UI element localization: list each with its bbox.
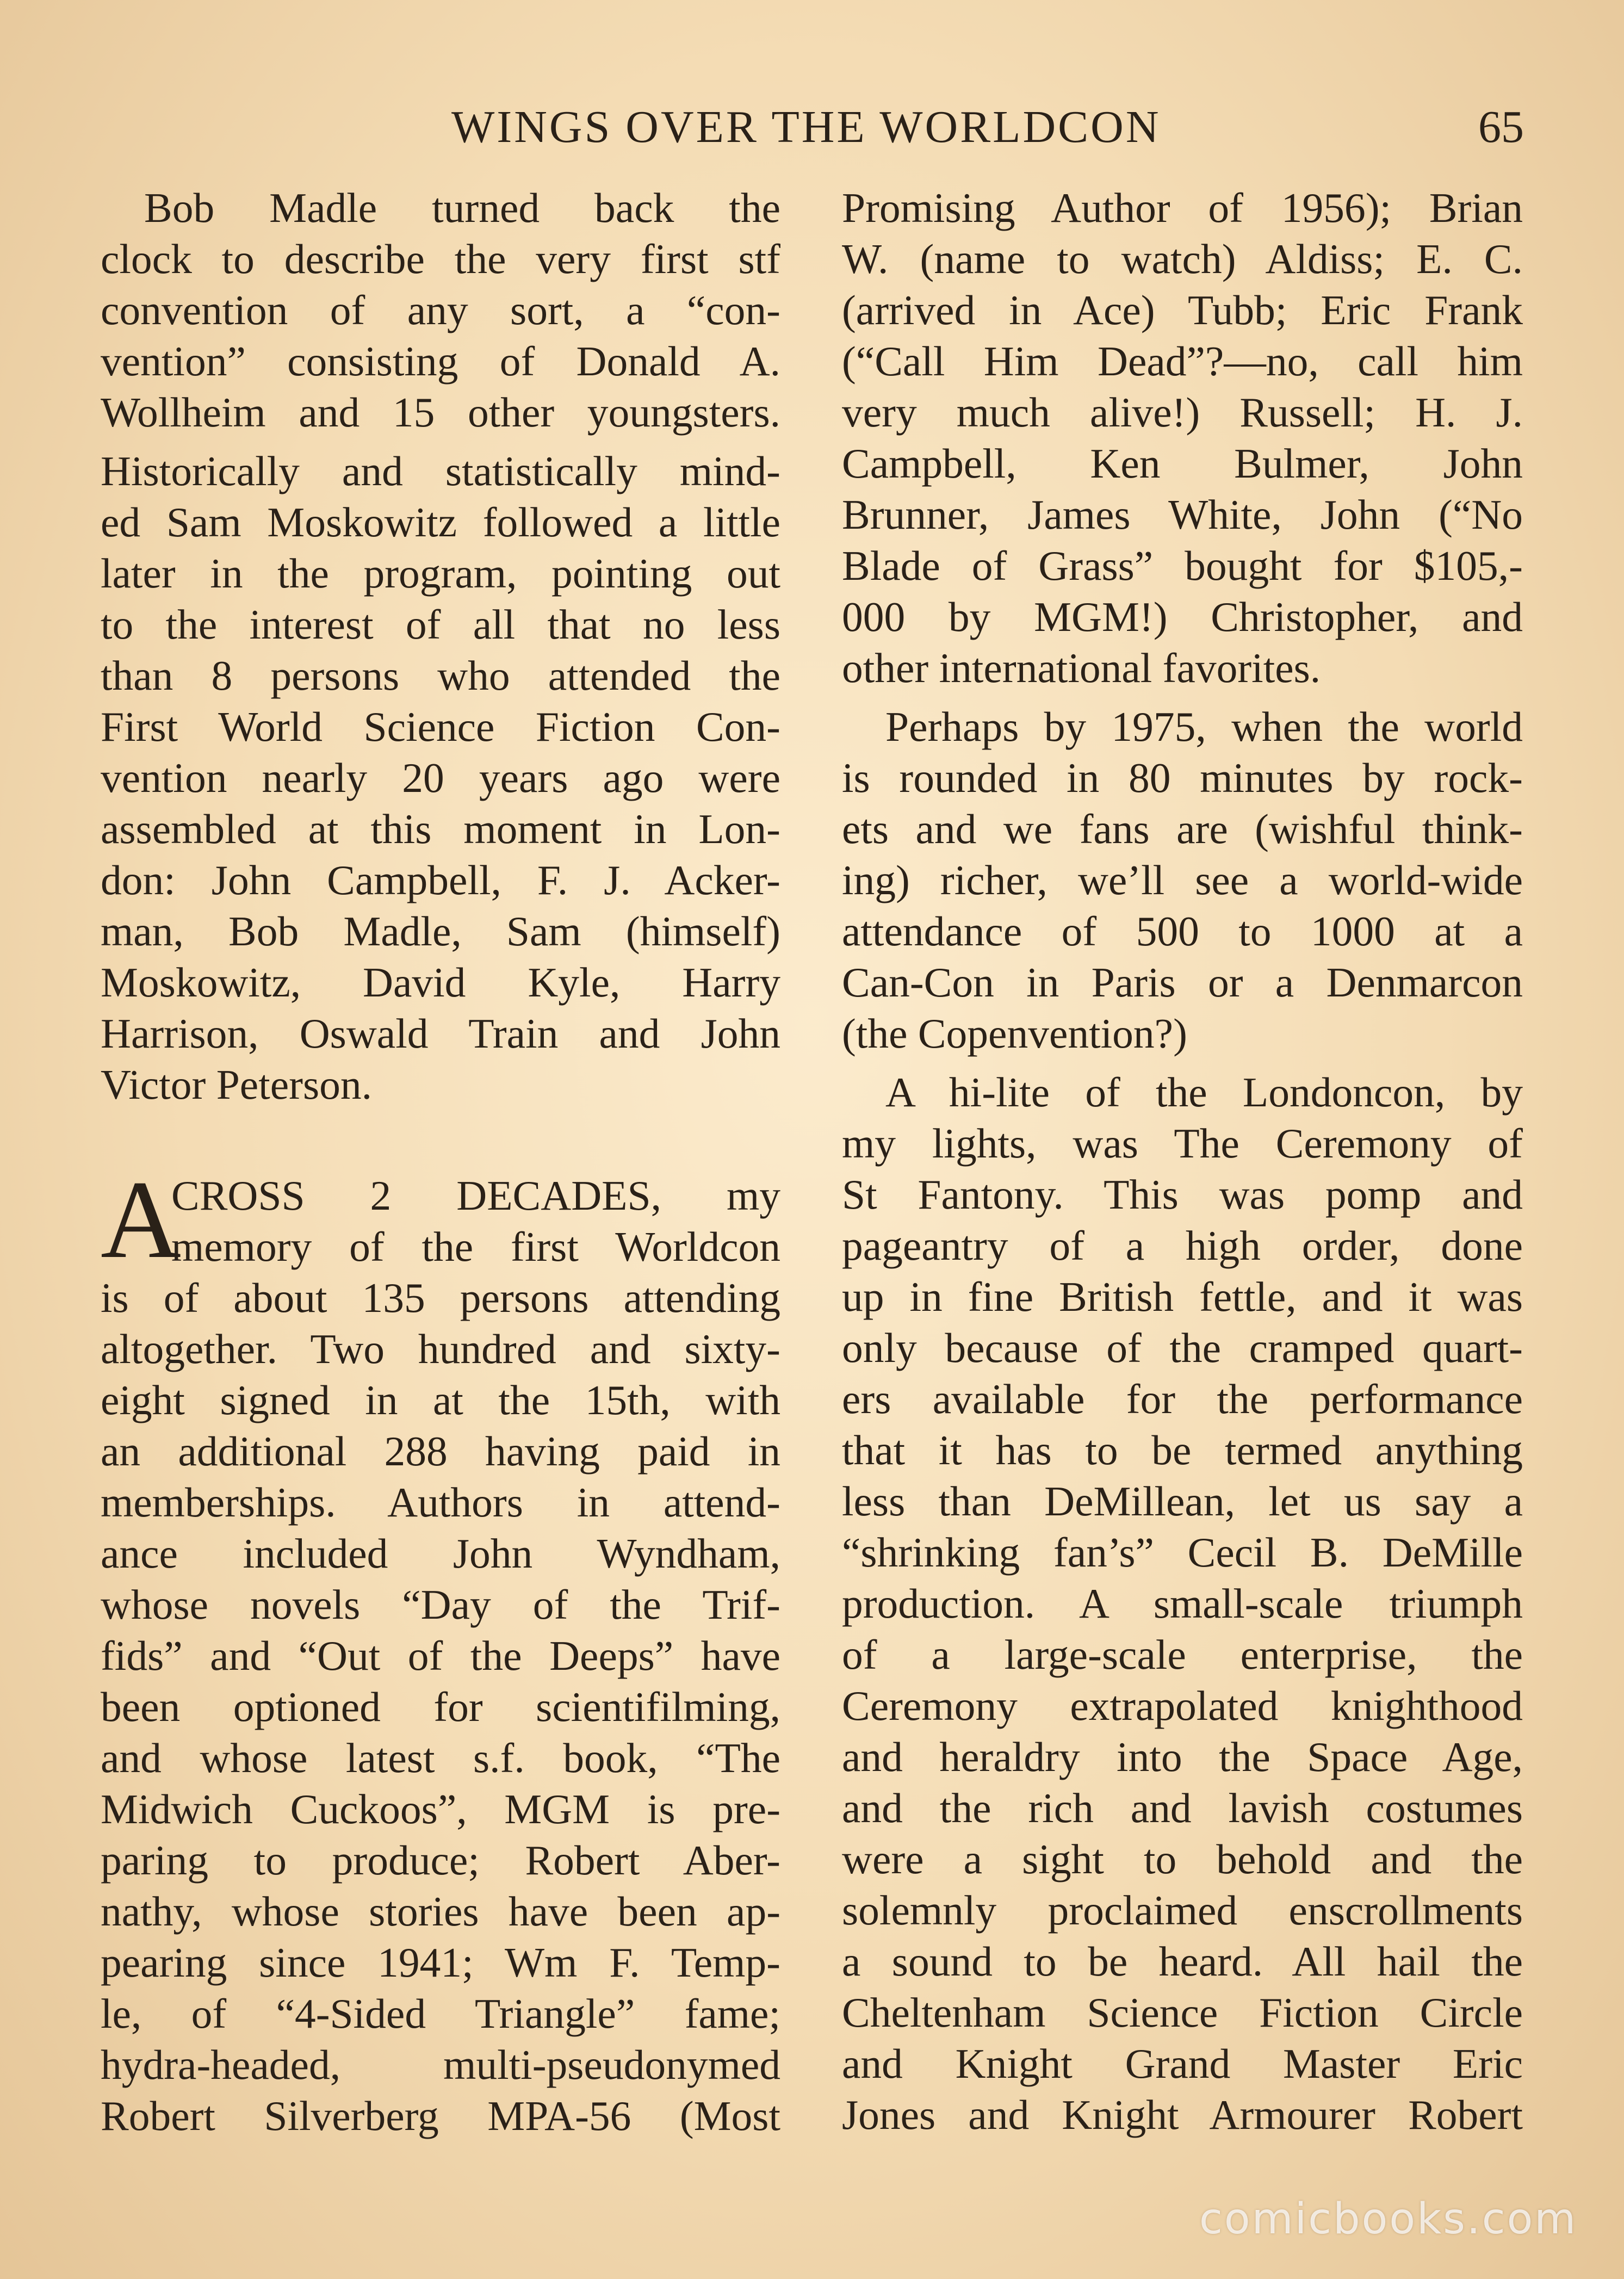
paragraph-moskowitz: [101, 445, 780, 1110]
text-line: Cheltenham Science Fiction Circle: [842, 1989, 1523, 2036]
site-watermark: comicbooks.com: [1199, 2195, 1578, 2244]
text-line: Wollheim and 15 other youngsters.: [101, 389, 780, 436]
text-line: St Fantony. This was pomp and: [842, 1171, 1523, 1218]
text-line: Moskowitz, David Kyle, Harry: [101, 959, 780, 1006]
text-line: man, Bob Madle, Sam (himself): [101, 908, 780, 955]
text-line: Victor Peterson.: [101, 1061, 372, 1108]
text-line: paring to produce; Robert Aber-: [101, 1837, 780, 1884]
text-line: Perhaps by 1975, when the world: [885, 703, 1523, 750]
text-line: later in the program, pointing out: [101, 550, 780, 597]
text-line: and whose latest s.f. book, “The: [101, 1735, 780, 1781]
text-line: 000 by MGM!) Christopher, and: [842, 593, 1523, 640]
text-line: pearing since 1941; Wm F. Temp-: [101, 1939, 780, 1986]
text-line: than 8 persons who attended the: [101, 652, 780, 699]
page-number: 65: [1478, 102, 1524, 152]
text-line: ance included John Wyndham,: [101, 1530, 780, 1577]
text-line: ing) richer, we’ll see a world-wide: [842, 857, 1523, 903]
paragraph-across-decades: [101, 1158, 780, 2141]
text-line: CROSS 2 DECADES, my: [171, 1172, 780, 1219]
text-line: a sound to be heard. All hail the: [842, 1938, 1523, 1985]
text-line: and Knight Grand Master Eric: [842, 2040, 1523, 2087]
text-line: “shrinking fan’s” Cecil B. DeMille: [842, 1529, 1523, 1576]
text-line: my lights, was The Ceremony of: [842, 1120, 1523, 1167]
running-header: [0, 101, 1624, 155]
text-line: ers available for the performance: [842, 1376, 1523, 1422]
left-column: [101, 182, 780, 2149]
text-line: attendance of 500 to 1000 at a: [842, 908, 1523, 955]
text-line: memberships. Authors in attend-: [101, 1479, 780, 1526]
text-line: (arrived in Ace) Tubb; Eric Frank: [842, 287, 1523, 333]
text-line: vention nearly 20 years ago were: [101, 754, 780, 801]
text-line: Campbell, Ken Bulmer, John: [842, 440, 1523, 487]
paragraph-st-fantony: [842, 1067, 1523, 2140]
text-line: Brunner, James White, John (“No: [842, 491, 1523, 538]
text-line: ed Sam Moskowitz followed a little: [101, 499, 780, 546]
text-line: Historically and statistically mind-: [101, 448, 780, 494]
text-line: eight signed in at the 15th, with: [101, 1377, 780, 1423]
right-column: [842, 182, 1523, 2148]
text-line: le, of “4-Sided Triangle” fame;: [101, 1990, 780, 2037]
text-line: A hi-lite of the Londoncon, by: [885, 1069, 1523, 1116]
text-line: an additional 288 having paid in: [101, 1428, 780, 1475]
text-line: that it has to be termed anything: [842, 1427, 1523, 1473]
text-line: don: John Campbell, F. J. Acker-: [101, 857, 780, 903]
paragraph-1975: [842, 701, 1523, 1059]
text-line: nathy, whose stories have been ap-: [101, 1888, 780, 1935]
drop-cap: A: [101, 1158, 182, 1281]
text-line: and the rich and lavish costumes: [842, 1785, 1523, 1831]
text-line: convention of any sort, a “con-: [101, 287, 780, 333]
text-line: (“Call Him Dead”?—no, call him: [842, 338, 1523, 385]
text-line: altogether. Two hundred and sixty-: [101, 1326, 780, 1372]
text-line: only because of the cramped quart-: [842, 1324, 1523, 1371]
text-line: fids” and “Out of the Deeps” have: [101, 1632, 780, 1679]
text-line: clock to describe the very first stf: [101, 236, 780, 282]
text-line: assembled at this moment in Lon-: [101, 806, 780, 852]
text-line: W. (name to watch) Aldiss; E. C.: [842, 236, 1523, 282]
text-line: is of about 135 persons attending: [101, 1274, 780, 1321]
text-line: Promising Author of 1956); Brian: [842, 184, 1523, 231]
paragraph-authors-cont: [842, 182, 1523, 693]
text-line: Robert Silverberg MPA-56 (Most: [101, 2092, 780, 2139]
text-line: Harrison, Oswald Train and John: [101, 1010, 780, 1057]
paragraph-madle: [101, 182, 780, 438]
text-line: to the interest of all that no less: [101, 601, 780, 648]
text-line: Can-Con in Paris or a Denmarcon: [842, 959, 1523, 1006]
text-line: of a large-scale enterprise, the: [842, 1631, 1523, 1678]
text-line: other international favorites.: [842, 645, 1321, 691]
text-line: up in fine British fettle, and it was: [842, 1273, 1523, 1320]
text-line: whose novels “Day of the Trif-: [101, 1581, 780, 1628]
text-line: been optioned for scientifilming,: [101, 1683, 780, 1730]
text-line: hydra-headed, multi-pseudonymed: [101, 2041, 780, 2088]
text-line: production. A small-scale triumph: [842, 1580, 1523, 1627]
text-line: Bob Madle turned back the: [144, 184, 780, 231]
text-line: First World Science Fiction Con-: [101, 703, 780, 750]
text-line: Jones and Knight Armourer Robert: [842, 2091, 1523, 2138]
text-line: and heraldry into the Space Age,: [842, 1733, 1523, 1780]
text-line: Blade of Grass” bought for $105,-: [842, 542, 1523, 589]
text-line: Midwich Cuckoos”, MGM is pre-: [101, 1786, 780, 1832]
text-line: pageantry of a high order, done: [842, 1222, 1523, 1269]
text-line: ets and we fans are (wishful think-: [842, 806, 1523, 852]
running-title: WINGS OVER THE WORLDCON: [451, 102, 1161, 152]
text-line: very much alive!) Russell; H. J.: [842, 389, 1523, 436]
text-line: memory of the first Worldcon: [171, 1223, 780, 1270]
text-line: (the Copenvention?): [842, 1010, 1187, 1057]
text-line: were a sight to behold and the: [842, 1836, 1523, 1882]
text-line: vention” consisting of Donald A.: [101, 338, 780, 385]
text-line: Ceremony extrapolated knighthood: [842, 1682, 1523, 1729]
text-line: is rounded in 80 minutes by rock-: [842, 754, 1523, 801]
text-line: less than DeMillean, let us say a: [842, 1478, 1523, 1525]
text-line: solemnly proclaimed enscrollments: [842, 1887, 1523, 1934]
